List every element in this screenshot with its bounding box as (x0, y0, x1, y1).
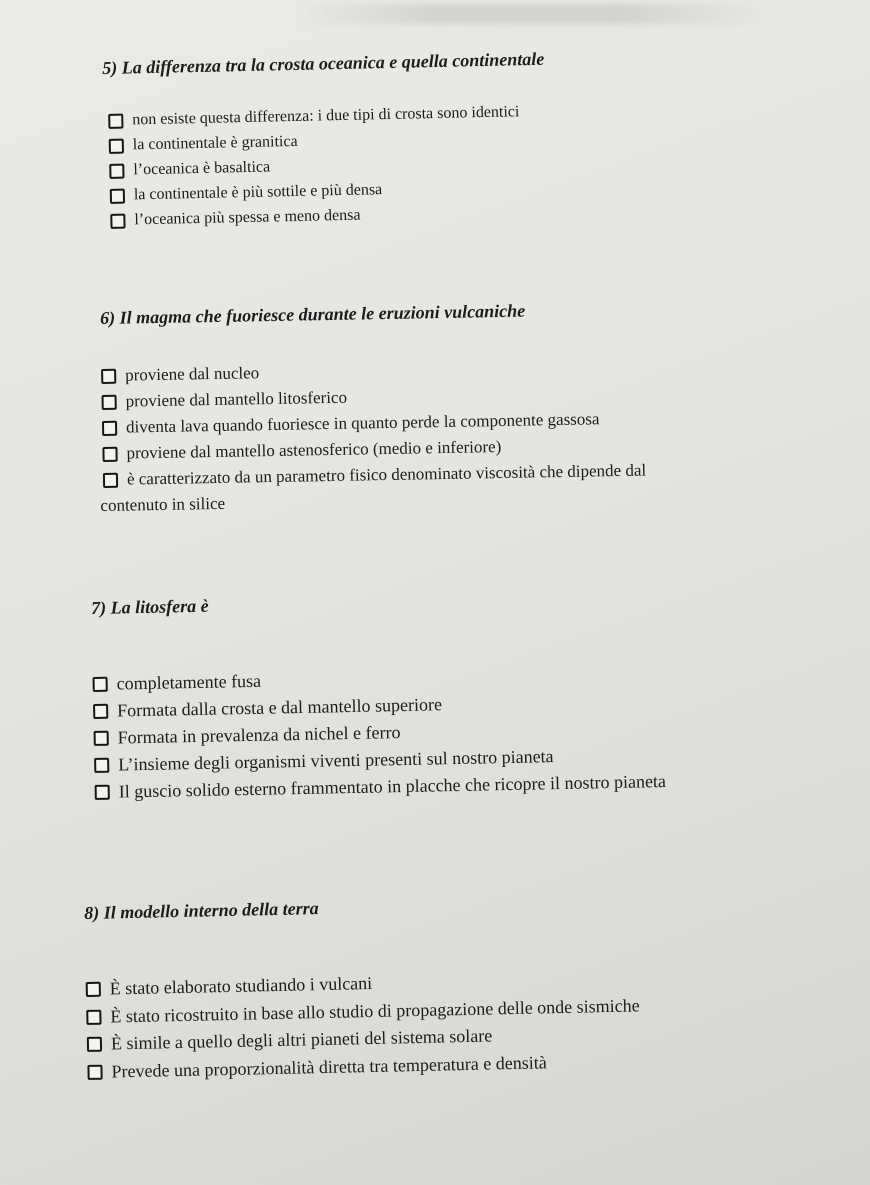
checkbox[interactable] (110, 214, 125, 229)
question-8-title: 8) Il modello interno della terra (84, 898, 319, 923)
checkbox[interactable] (87, 1037, 102, 1052)
checkbox[interactable] (102, 447, 117, 462)
checkbox[interactable] (103, 473, 118, 488)
question-8 (84, 888, 828, 1086)
checkbox[interactable] (102, 421, 117, 436)
checkbox[interactable] (87, 1064, 102, 1079)
checkbox[interactable] (101, 369, 116, 384)
option-label: proviene dal mantello astenosferico (medio e inferiore) (126, 437, 502, 463)
question-7-options (92, 657, 834, 806)
option-label: la continentale è più sottile e più densa (133, 181, 383, 204)
question-8-options (86, 960, 828, 1085)
option-label: Prevede una proporzionalità diretta tra temperatura e densità (111, 1051, 547, 1081)
checkbox[interactable] (102, 395, 117, 410)
question-5-options (103, 92, 845, 232)
checkbox[interactable] (109, 139, 124, 154)
option-label: diventa lava quando fuoriesce in quanto perde la componente gassosa (125, 409, 600, 437)
option-label-line-2: contenuto in silice (100, 493, 226, 516)
option-label: l’oceanica è basaltica (133, 158, 271, 179)
option-label: È stato ricostruito in base allo studio di propagazione delle onde sismiche (110, 994, 640, 1026)
option-label: Formata dalla crosta e dal mantello superiore (116, 694, 443, 721)
question-6-title: 6) Il magma che fuoriesce durante le eruzioni vulcaniche (100, 300, 526, 328)
option-label: È stato elaborato studiando i vulcani (109, 972, 373, 999)
option-label: non esiste questa differenza: i due tipi di crosta sono identici (132, 103, 520, 129)
question-7 (91, 584, 835, 806)
option-label: completamente fusa (116, 670, 262, 694)
checkbox[interactable] (110, 189, 125, 204)
checkbox[interactable] (93, 704, 108, 719)
checkbox[interactable] (109, 164, 124, 179)
question-6-options (101, 350, 844, 519)
option-label: Il guscio solido esterno frammentato in placche che ricopre il nostro pianeta (118, 770, 667, 802)
question-5-title: 5) La differenza tra la crosta oceanica e quella continentale (102, 48, 545, 78)
checkbox[interactable] (86, 1009, 101, 1024)
option-label: l’oceanica più spessa e meno densa (134, 206, 361, 229)
checkbox[interactable] (86, 982, 101, 997)
question-6 (100, 295, 844, 519)
checkbox[interactable] (94, 758, 109, 773)
option-label: proviene dal mantello litosferico (125, 387, 348, 411)
checkbox[interactable] (108, 114, 123, 129)
option-label: È simile a quello degli altri pianeti del sistema solare (110, 1025, 493, 1054)
option-label: proviene dal nucleo (125, 363, 260, 385)
option-label: la continentale è granitica (132, 132, 298, 154)
checkbox[interactable] (93, 677, 108, 692)
question-5 (102, 43, 846, 233)
show-through-smudge (300, 4, 760, 24)
checkbox[interactable] (94, 731, 109, 746)
checkbox[interactable] (95, 785, 110, 800)
option-label: L’insieme degli organismi viventi presenti sul nostro pianeta (118, 746, 554, 775)
question-7-title: 7) La litosfera è (91, 595, 209, 618)
option-label-line-1: è caratterizzato da un parametro fisico denominato viscosità che dipende dal (126, 460, 647, 489)
option-label: Formata in prevalenza da nichel e ferro (117, 722, 401, 748)
